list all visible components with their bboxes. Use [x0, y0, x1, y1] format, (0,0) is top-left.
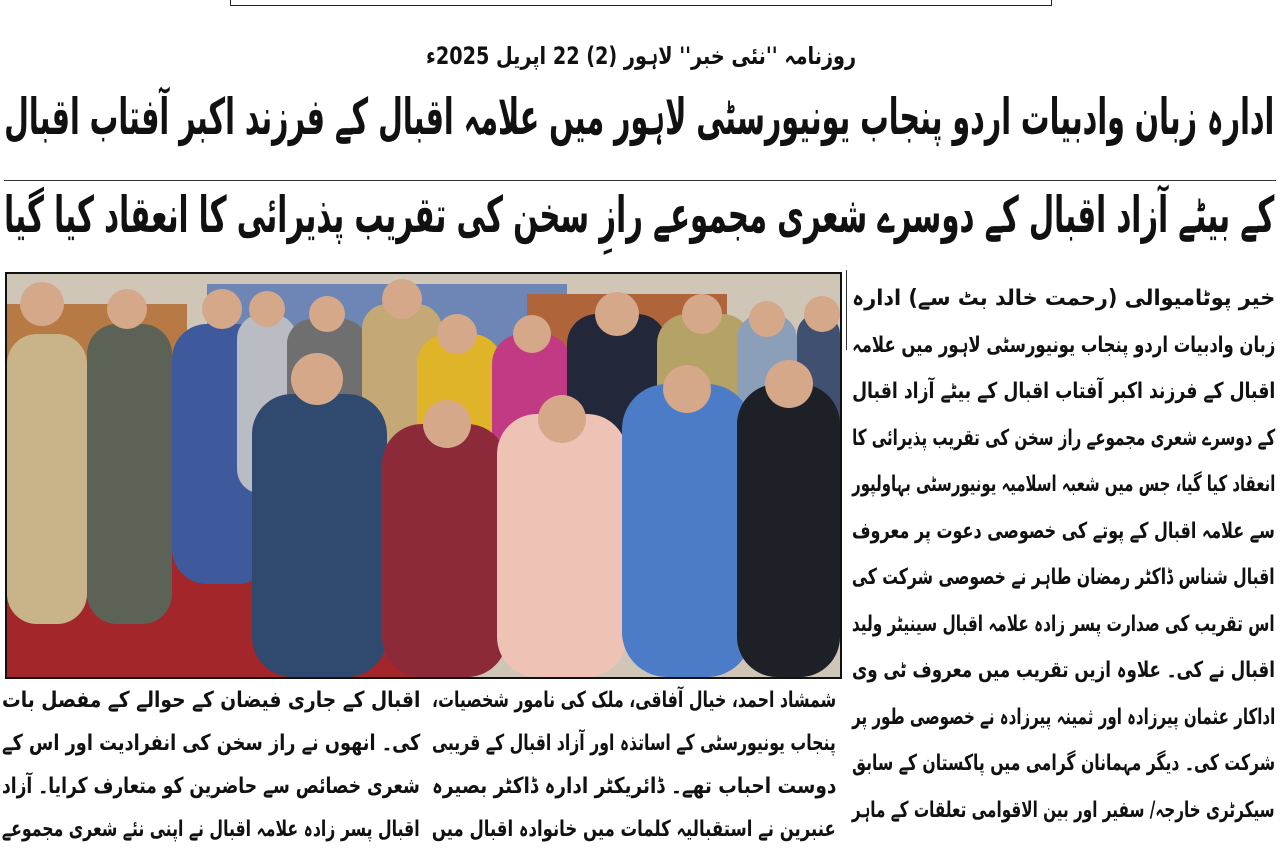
headline-line-2: کے بیٹے آزاد اقبال کے دوسرے شعری مجموعے رازِ سخن کی تقریب پذیرائی کا انعقاد کیا گیا — [3, 186, 1274, 244]
article-line: اقبال پسر زادہ علامہ اقبال نے اپنی نئے شعری مجموعے — [2, 817, 420, 842]
headline-divider — [4, 180, 1276, 181]
article-line: خیر پوٹامیوالی (رحمت خالد بٹ سے) ادارہ — [851, 286, 1275, 311]
article-line: اقبال نے کی۔ علاوہ ازیں تقریب میں معروف ٹی وی — [852, 658, 1275, 683]
article-line: اقبال شناس ڈاکٹر رمضان طاہر نے خصوصی شرکت کی — [852, 565, 1275, 590]
article-line: شمشاد احمد، خیال آفاقی، ملک کی نامور شخصیات، — [431, 688, 836, 713]
event-group-photo — [5, 272, 842, 679]
newspaper-masthead: روزنامہ ''نئی خبر'' لاہور (2) 22 اپریل 2025ء — [425, 42, 856, 70]
article-line: عنبرین نے استقبالیہ کلمات میں خانوادہ اقبال میں — [432, 817, 836, 842]
page-top-border — [230, 0, 1052, 6]
column-divider — [846, 270, 847, 350]
article-line: کے دوسرے شعری مجموعے راز سخن کی تقریب پذیرائی کا — [851, 425, 1275, 451]
article-line: پنجاب یونیورسٹی کے اساتذہ اور آزاد اقبال کے قریبی — [432, 731, 836, 756]
headline-line-1: ادارہ زبان وادبیات اردو پنجاب یونیورسٹی لاہور میں علامہ اقبال کے فرزند اکبر آفتاب اقبال — [3, 88, 1274, 146]
article-line: انعقاد کیا گیا، جس میں شعبہ اسلامیہ یونیورسٹی بہاولپور — [851, 472, 1275, 497]
article-line: اقبال کے فرزند اکبر آفتاب اقبال کے بیٹے آزاد اقبال — [851, 379, 1275, 404]
article-line: زبان وادبیات اردو پنجاب یونیورسٹی لاہور میں علامہ — [851, 332, 1275, 358]
article-line: سے علامہ اقبال کے پوتے کی خصوصی دعوت پر معروف — [852, 518, 1275, 544]
group-photo-icon — [7, 274, 840, 677]
article-line: شرکت کی۔ دیگر مہمانان گرامی میں پاکستان کے سابق — [851, 751, 1275, 776]
article-line: شعری خصائص سے حاضرین کو متعارف کرایا۔ آزاد — [2, 774, 420, 799]
article-line: اقبال کے جاری فیضان کے حوالے کے مفصل بات — [1, 688, 420, 713]
article-line: کی۔ انھوں نے راز سخن کی انفرادیت اور اس کے — [1, 731, 420, 756]
article-line: اس تقریب کی صدارت پسر زادہ علامہ اقبال سینیٹر ولید — [852, 611, 1275, 637]
article-line: اداکار عثمان پیرزادہ اور ثمینہ پیرزادہ نے خصوصی طور پر — [851, 704, 1275, 730]
article-line: سیکرٹری خارجہ/ سفیر اور بین الاقوامی تعلقات کے ماہر — [852, 797, 1275, 823]
article-line: دوست احباب تھے۔ ڈائریکٹر ادارہ ڈاکٹر بصیرہ — [431, 774, 836, 799]
